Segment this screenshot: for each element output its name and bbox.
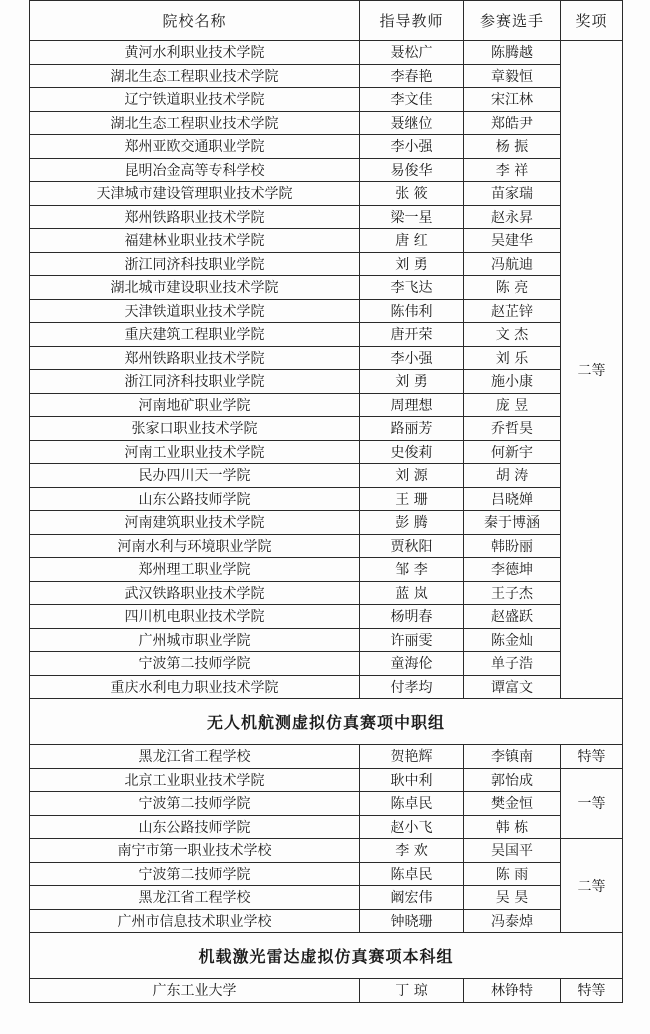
player-cell: 宋江林 bbox=[464, 88, 561, 112]
table-row bbox=[30, 417, 623, 441]
teacher-cell: 李 欢 bbox=[360, 839, 464, 863]
table-row bbox=[30, 909, 623, 933]
teacher-cell: 李文佳 bbox=[360, 88, 464, 112]
player-cell: 庞 昱 bbox=[464, 393, 561, 417]
teacher-cell: 刘 勇 bbox=[360, 252, 464, 276]
school-cell: 四川机电职业技术学院 bbox=[30, 605, 360, 629]
teacher-cell: 李春艳 bbox=[360, 64, 464, 88]
table-row bbox=[30, 886, 623, 910]
table-row bbox=[30, 135, 623, 159]
player-cell: 胡 涛 bbox=[464, 464, 561, 488]
header-school: 院校名称 bbox=[30, 1, 360, 41]
school-cell: 黄河水利职业技术学院 bbox=[30, 41, 360, 65]
school-cell: 郑州铁路职业技术学院 bbox=[30, 205, 360, 229]
school-cell: 黑龙江省工程学校 bbox=[30, 745, 360, 769]
player-cell: 李镇南 bbox=[464, 745, 561, 769]
school-cell: 广州市信息技术职业学校 bbox=[30, 909, 360, 933]
player-cell: 陈 雨 bbox=[464, 862, 561, 886]
teacher-cell: 唐开荣 bbox=[360, 323, 464, 347]
player-cell: 吴国平 bbox=[464, 839, 561, 863]
school-cell: 浙江同济科技职业学院 bbox=[30, 370, 360, 394]
award-cell: 二等 bbox=[561, 839, 623, 933]
school-cell: 宁波第二技师学院 bbox=[30, 862, 360, 886]
table-row bbox=[30, 299, 623, 323]
player-cell: 吕晓婵 bbox=[464, 487, 561, 511]
teacher-cell: 唐 红 bbox=[360, 229, 464, 253]
player-cell: 吴建华 bbox=[464, 229, 561, 253]
teacher-cell: 童海伦 bbox=[360, 652, 464, 676]
teacher-cell: 聂松广 bbox=[360, 41, 464, 65]
player-cell: 文 杰 bbox=[464, 323, 561, 347]
award-cell: 特等 bbox=[561, 745, 623, 769]
school-cell: 张家口职业技术学院 bbox=[30, 417, 360, 441]
school-cell: 湖北城市建设职业技术学院 bbox=[30, 276, 360, 300]
section2-title: 无人机航测虚拟仿真赛项中职组 bbox=[30, 699, 623, 745]
header-player: 参赛选手 bbox=[464, 1, 561, 41]
teacher-cell: 陈卓民 bbox=[360, 862, 464, 886]
table-row bbox=[30, 511, 623, 535]
teacher-cell: 杨明春 bbox=[360, 605, 464, 629]
player-cell: 施小康 bbox=[464, 370, 561, 394]
table-row bbox=[30, 558, 623, 582]
player-cell: 冯航迪 bbox=[464, 252, 561, 276]
player-cell: 韩盼丽 bbox=[464, 534, 561, 558]
player-cell: 乔哲昊 bbox=[464, 417, 561, 441]
school-cell: 武汉铁路职业技术学院 bbox=[30, 581, 360, 605]
school-cell: 黑龙江省工程学校 bbox=[30, 886, 360, 910]
teacher-cell: 刘 勇 bbox=[360, 370, 464, 394]
table-row bbox=[30, 370, 623, 394]
teacher-cell: 史俊莉 bbox=[360, 440, 464, 464]
table-row bbox=[30, 675, 623, 699]
school-cell: 河南建筑职业技术学院 bbox=[30, 511, 360, 535]
table-row bbox=[30, 229, 623, 253]
school-cell: 郑州理工职业学院 bbox=[30, 558, 360, 582]
table-row bbox=[30, 205, 623, 229]
player-cell: 林铮特 bbox=[464, 979, 561, 1003]
school-cell: 南宁市第一职业技术学校 bbox=[30, 839, 360, 863]
school-cell: 天津城市建设管理职业技术学院 bbox=[30, 182, 360, 206]
player-cell: 章毅恒 bbox=[464, 64, 561, 88]
table-row bbox=[30, 628, 623, 652]
school-cell: 福建林业职业技术学院 bbox=[30, 229, 360, 253]
teacher-cell: 贾秋阳 bbox=[360, 534, 464, 558]
teacher-cell: 贺艳辉 bbox=[360, 745, 464, 769]
player-cell: 刘 乐 bbox=[464, 346, 561, 370]
table-row bbox=[30, 252, 623, 276]
teacher-cell: 赵小飞 bbox=[360, 815, 464, 839]
teacher-cell: 李飞达 bbox=[360, 276, 464, 300]
teacher-cell: 王 珊 bbox=[360, 487, 464, 511]
table-row bbox=[30, 652, 623, 676]
school-cell: 宁波第二技师学院 bbox=[30, 792, 360, 816]
player-cell: 秦于博涵 bbox=[464, 511, 561, 535]
school-cell: 辽宁铁道职业技术学院 bbox=[30, 88, 360, 112]
school-cell: 重庆建筑工程职业学院 bbox=[30, 323, 360, 347]
header-teacher: 指导教师 bbox=[360, 1, 464, 41]
school-cell: 湖北生态工程职业技术学院 bbox=[30, 111, 360, 135]
table-row bbox=[30, 440, 623, 464]
table-row bbox=[30, 487, 623, 511]
results-table bbox=[29, 0, 623, 1003]
table-row bbox=[30, 768, 623, 792]
school-cell: 浙江同济科技职业学院 bbox=[30, 252, 360, 276]
teacher-cell: 彭 腾 bbox=[360, 511, 464, 535]
table-row bbox=[30, 839, 623, 863]
player-cell: 李 祥 bbox=[464, 158, 561, 182]
teacher-cell: 李小强 bbox=[360, 346, 464, 370]
player-cell: 郭怡成 bbox=[464, 768, 561, 792]
player-cell: 陈金灿 bbox=[464, 628, 561, 652]
teacher-cell: 付孝均 bbox=[360, 675, 464, 699]
header-row bbox=[30, 1, 623, 41]
table-row bbox=[30, 792, 623, 816]
player-cell: 王子杰 bbox=[464, 581, 561, 605]
teacher-cell: 刘 源 bbox=[360, 464, 464, 488]
player-cell: 吴 昊 bbox=[464, 886, 561, 910]
teacher-cell: 周理想 bbox=[360, 393, 464, 417]
table-row bbox=[30, 464, 623, 488]
teacher-cell: 张 筱 bbox=[360, 182, 464, 206]
school-cell: 北京工业职业技术学院 bbox=[30, 768, 360, 792]
table-row bbox=[30, 581, 623, 605]
table-row bbox=[30, 393, 623, 417]
school-cell: 河南水利与环境职业学院 bbox=[30, 534, 360, 558]
table-row bbox=[30, 182, 623, 206]
player-cell: 何新宇 bbox=[464, 440, 561, 464]
player-cell: 冯泰焯 bbox=[464, 909, 561, 933]
school-cell: 山东公路技师学院 bbox=[30, 815, 360, 839]
table-row bbox=[30, 605, 623, 629]
table-row bbox=[30, 158, 623, 182]
school-cell: 郑州亚欧交通职业学院 bbox=[30, 135, 360, 159]
teacher-cell: 路丽芳 bbox=[360, 417, 464, 441]
teacher-cell: 耿中利 bbox=[360, 768, 464, 792]
teacher-cell: 易俊华 bbox=[360, 158, 464, 182]
section2-title-row bbox=[30, 699, 623, 745]
table-row bbox=[30, 346, 623, 370]
player-cell: 郑皓尹 bbox=[464, 111, 561, 135]
player-cell: 苗家瑞 bbox=[464, 182, 561, 206]
header-award: 奖项 bbox=[561, 1, 623, 41]
teacher-cell: 丁 琼 bbox=[360, 979, 464, 1003]
player-cell: 陈 亮 bbox=[464, 276, 561, 300]
school-cell: 天津铁道职业技术学院 bbox=[30, 299, 360, 323]
table-row bbox=[30, 64, 623, 88]
table-row bbox=[30, 534, 623, 558]
teacher-cell: 梁一星 bbox=[360, 205, 464, 229]
player-cell: 李德坤 bbox=[464, 558, 561, 582]
school-cell: 湖北生态工程职业技术学院 bbox=[30, 64, 360, 88]
school-cell: 民办四川天一学院 bbox=[30, 464, 360, 488]
award-cell: 二等 bbox=[561, 41, 623, 699]
school-cell: 山东公路技师学院 bbox=[30, 487, 360, 511]
teacher-cell: 李小强 bbox=[360, 135, 464, 159]
school-cell: 郑州铁路职业技术学院 bbox=[30, 346, 360, 370]
teacher-cell: 聂继位 bbox=[360, 111, 464, 135]
award-cell: 特等 bbox=[561, 979, 623, 1003]
school-cell: 宁波第二技师学院 bbox=[30, 652, 360, 676]
player-cell: 赵盛跃 bbox=[464, 605, 561, 629]
school-cell: 广州城市职业学院 bbox=[30, 628, 360, 652]
section1-body bbox=[30, 41, 623, 699]
table-row bbox=[30, 862, 623, 886]
table-row bbox=[30, 111, 623, 135]
school-cell: 河南工业职业技术学院 bbox=[30, 440, 360, 464]
player-cell: 陈腾越 bbox=[464, 41, 561, 65]
player-cell: 韩 栋 bbox=[464, 815, 561, 839]
table-row bbox=[30, 88, 623, 112]
player-cell: 杨 振 bbox=[464, 135, 561, 159]
section3-title-row bbox=[30, 933, 623, 979]
teacher-cell: 陈卓民 bbox=[360, 792, 464, 816]
teacher-cell: 钟晓珊 bbox=[360, 909, 464, 933]
table-row bbox=[30, 41, 623, 65]
school-cell: 昆明冶金高等专科学校 bbox=[30, 158, 360, 182]
player-cell: 赵永昇 bbox=[464, 205, 561, 229]
table-row bbox=[30, 815, 623, 839]
player-cell: 樊金恒 bbox=[464, 792, 561, 816]
table-row bbox=[30, 323, 623, 347]
school-cell: 河南地矿职业学院 bbox=[30, 393, 360, 417]
player-cell: 谭富文 bbox=[464, 675, 561, 699]
teacher-cell: 陈伟利 bbox=[360, 299, 464, 323]
table-row bbox=[30, 979, 623, 1003]
section2-body bbox=[30, 745, 623, 933]
teacher-cell: 阚宏伟 bbox=[360, 886, 464, 910]
school-cell: 广东工业大学 bbox=[30, 979, 360, 1003]
teacher-cell: 蓝 岚 bbox=[360, 581, 464, 605]
table-row bbox=[30, 745, 623, 769]
table-row bbox=[30, 276, 623, 300]
teacher-cell: 许丽雯 bbox=[360, 628, 464, 652]
teacher-cell: 邹 李 bbox=[360, 558, 464, 582]
player-cell: 赵芷锌 bbox=[464, 299, 561, 323]
award-cell: 一等 bbox=[561, 768, 623, 839]
section3-body bbox=[30, 979, 623, 1003]
section3-title: 机载激光雷达虚拟仿真赛项本科组 bbox=[30, 933, 623, 979]
player-cell: 单子浩 bbox=[464, 652, 561, 676]
school-cell: 重庆水利电力职业技术学院 bbox=[30, 675, 360, 699]
